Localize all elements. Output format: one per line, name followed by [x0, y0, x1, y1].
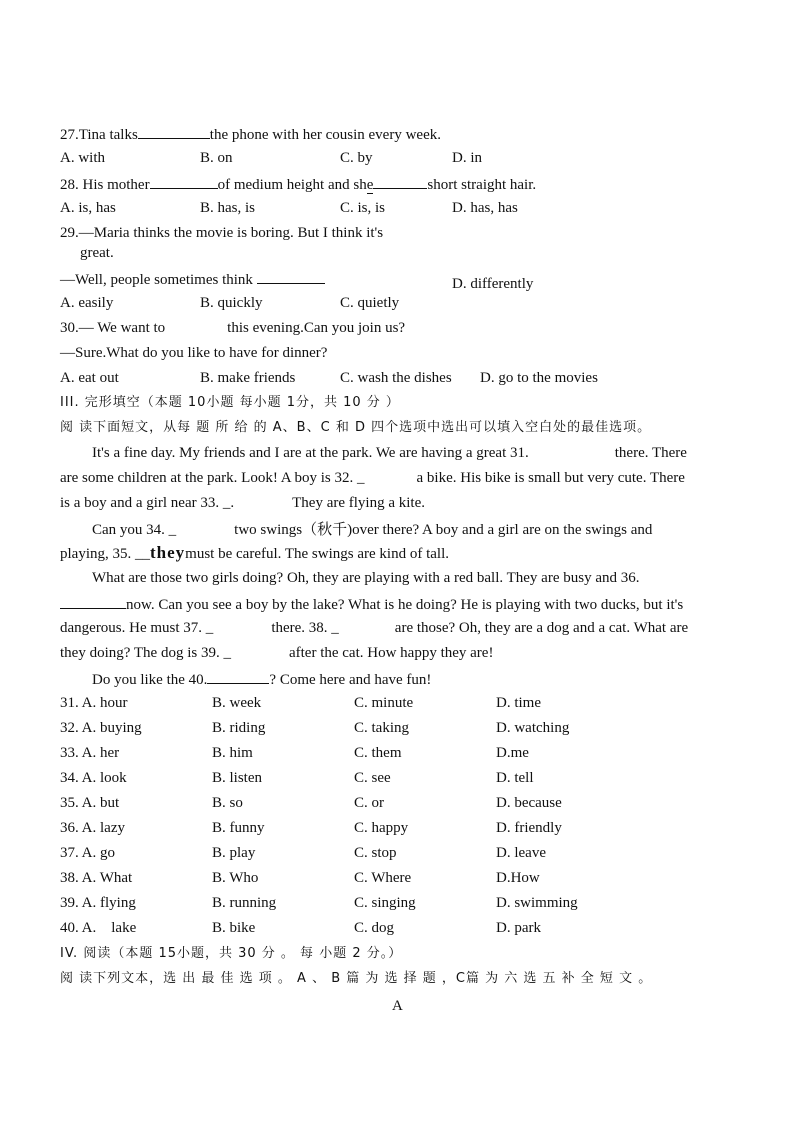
answer-blank [150, 173, 218, 189]
answer-blank [60, 593, 126, 609]
option: B. listen [212, 770, 263, 786]
passage-line: they doing? The dog is 39. _ after the cat. How happy they are! [60, 645, 494, 661]
option: 34. A. look [60, 770, 127, 786]
option: B. week [212, 695, 262, 711]
option: A. with [60, 150, 105, 166]
option: B. quickly [200, 295, 263, 311]
option: C. them [354, 745, 402, 761]
answer-blank [373, 173, 427, 189]
question-27: 27.Tina talks the phone with her cousin every week. [60, 123, 441, 145]
question-30-line1: 30.— We want to this evening.Can you join us? [60, 320, 406, 336]
option: B. funny [212, 820, 265, 836]
option: C. is, is [340, 200, 386, 216]
option: C. by [340, 150, 373, 166]
option: C. taking [354, 720, 409, 736]
option: D. because [496, 795, 562, 811]
option: 35. A. but [60, 795, 120, 811]
option: D. tell [496, 770, 534, 786]
option: D. park [496, 920, 541, 936]
section-3-title: III. 完形填空（本题 10小题 每小题 1分，共 10 分 ） [60, 395, 400, 410]
option: D.me [496, 745, 529, 761]
section-3-instructions: 阅 读下面短文，从每 题 所 给 的 A、B、C 和 D 四个选项中选出可以填入空白处的最佳选项。 [60, 420, 652, 435]
option: A. eat out [60, 370, 119, 386]
option: D. has, has [452, 200, 518, 216]
question-29-line3: —Well, people sometimes think [60, 268, 325, 290]
passage-line: now. Can you see a boy by the lake? What is he doing? He is playing with two ducks, but it's [60, 593, 683, 615]
option: B. make friends [200, 370, 296, 386]
option: B. on [200, 150, 233, 166]
option: C. minute [354, 695, 414, 711]
option: 33. A. her [60, 745, 120, 761]
option: 37. A. go [60, 845, 116, 861]
option: A. easily [60, 295, 114, 311]
option: B. Who [212, 870, 259, 886]
option: D. watching [496, 720, 570, 736]
option: 40. A. lake [60, 920, 137, 936]
option: B. so [212, 795, 243, 811]
passage-line: dangerous. He must 37. _ there. 38. _ are those? Oh, they are a dog and a cat. What are [60, 620, 689, 636]
question-29-line2: great. [80, 245, 114, 261]
passage-line: are some children at the park. Look! A boy is 32. _ a bike. His bike is small but very cute. There [60, 470, 685, 486]
passage-line: Can you 34. _ two swings（秋千)over there? A boy and a girl are on the swings and [92, 522, 653, 538]
option: B. riding [212, 720, 266, 736]
option: C. singing [354, 895, 416, 911]
question-30-line2: —Sure.What do you like to have for dinner? [60, 345, 328, 361]
section-4-title: IV. 阅读（本题 15小题，共 30 分 。 每 小题 2 分。） [60, 946, 403, 961]
answer-blank [257, 268, 325, 284]
part-heading: A [392, 998, 403, 1014]
option: C. or [354, 795, 384, 811]
option: B. him [212, 745, 253, 761]
answer-blank [207, 668, 269, 684]
section-4-instructions: 阅 读下列文本，选 出 最 佳 选 项 。 A 、 B 篇 为 选 择 题 ，C篇 为 六 选 五 补 全 短 文 。 [60, 971, 653, 986]
answer-blank [138, 123, 210, 139]
option: 38. A. What [60, 870, 133, 886]
option: C. wash the dishes [340, 370, 452, 386]
option: D. swimming [496, 895, 578, 911]
passage-line: is a boy and a girl near 33. _. They are flying a kite. [60, 495, 425, 511]
option: C. Where [354, 870, 412, 886]
option: D. friendly [496, 820, 562, 836]
handwritten-answer: they [150, 543, 186, 562]
passage-line: What are those two girls doing? Oh, they are playing with a red ball. They are busy and 36. [92, 570, 640, 586]
option: 36. A. lazy [60, 820, 125, 836]
option: C. dog [354, 920, 395, 936]
option: D.How [496, 870, 540, 886]
option: C. stop [354, 845, 397, 861]
option: C. quietly [340, 295, 400, 311]
passage-line: playing, 35. __theymust be careful. The swings are kind of tall. [60, 543, 449, 562]
option: B. running [212, 895, 277, 911]
option: D. go to the movies [480, 370, 598, 386]
option: D. time [496, 695, 541, 711]
option: 32. A. buying [60, 720, 142, 736]
passage-line: Do you like the 40. ? Come here and have fun! [92, 668, 431, 690]
question-29-line1: 29.—Maria thinks the movie is boring. But I think it's [60, 225, 384, 241]
question-28: 28. His mother of medium height and she short straight hair. [60, 173, 536, 195]
option: 39. A. flying [60, 895, 136, 911]
option: 31. A. hour [60, 695, 128, 711]
option: A. is, has [60, 200, 116, 216]
option: D. leave [496, 845, 546, 861]
option: D. differently [452, 276, 534, 292]
passage-line: It's a fine day. My friends and I are at the park. We are having a great 31. there. There [92, 445, 687, 461]
option: C. happy [354, 820, 409, 836]
option: B. has, is [200, 200, 256, 216]
option: B. play [212, 845, 256, 861]
option: B. bike [212, 920, 256, 936]
option: C. see [354, 770, 391, 786]
option: D. in [452, 150, 482, 166]
